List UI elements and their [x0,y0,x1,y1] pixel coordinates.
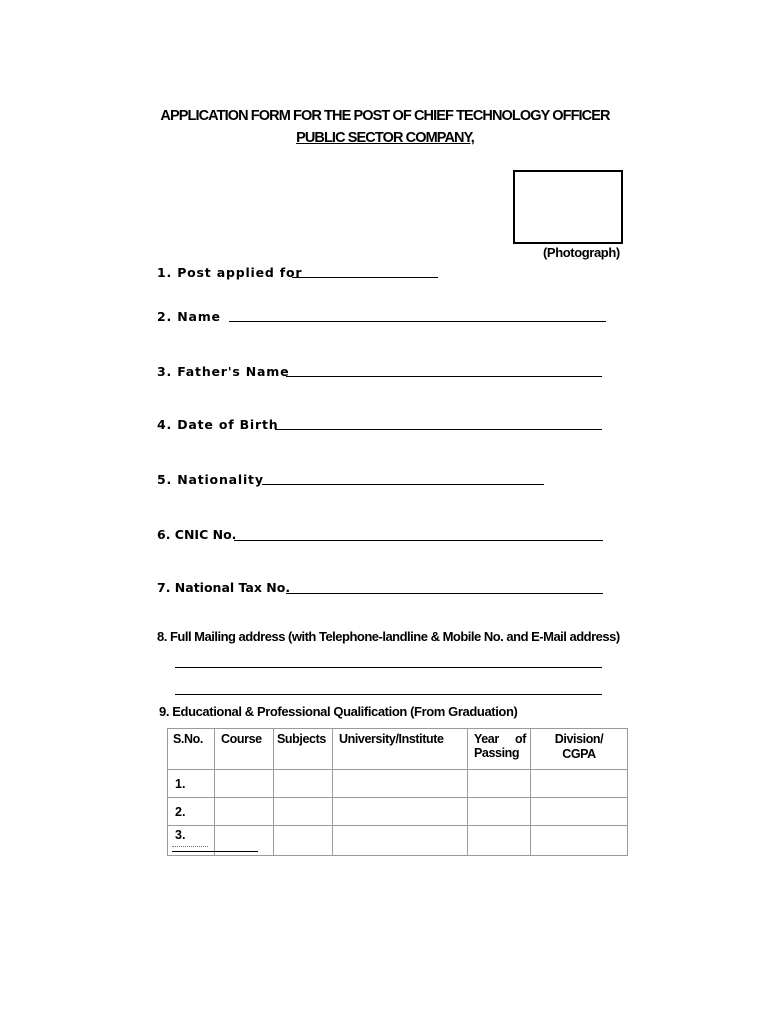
course-cell[interactable] [215,770,274,798]
mailing-address-input-line-1[interactable] [175,667,602,668]
cnic-input[interactable] [234,540,603,541]
col-header-year: Year of Passing [468,729,531,770]
father-name-label: 3. Father's Name [157,364,290,379]
date-of-birth-input[interactable] [275,429,602,430]
cnic-label: 6. CNIC No. [157,527,237,542]
university-cell[interactable] [333,770,468,798]
name-input[interactable] [229,321,606,322]
mailing-address-input-line-2[interactable] [175,694,602,695]
nationality-input[interactable] [262,484,544,485]
year-cell[interactable] [468,826,531,856]
nationality-label: 5. Nationality [157,472,264,487]
table-row [168,798,628,826]
table-footer-dotted-line [172,846,208,847]
father-name-input[interactable] [286,376,602,377]
post-applied-label: 1. Post applied for [157,265,303,280]
form-subtitle: PUBLIC SECTOR COMPANY, [296,130,474,146]
photograph-caption: (Photograph) [543,245,620,260]
qualification-heading: 9. Educational & Professional Qualification (From Graduation) [159,704,518,719]
course-cell[interactable] [215,798,274,826]
qualification-table [167,728,628,856]
university-cell[interactable] [333,798,468,826]
form-title: APPLICATION FORM FOR THE POST OF CHIEF TECHNOLOGY OFFICER [160,108,610,124]
table-footer-line [172,851,258,852]
division-cell[interactable] [531,770,628,798]
year-cell[interactable] [468,770,531,798]
date-of-birth-label: 4. Date of Birth [157,417,279,432]
national-tax-input[interactable] [286,593,603,594]
table-row [168,770,628,798]
subjects-cell[interactable] [274,826,333,856]
row-number: 3. [168,826,215,856]
row-number: 2. [168,798,215,826]
col-header-course: Course [215,729,274,770]
col-header-sno: S.No. [168,729,215,770]
post-applied-input[interactable] [292,277,438,278]
name-label: 2. Name [157,309,221,324]
university-cell[interactable] [333,826,468,856]
col-header-division: Division/ CGPA [531,729,628,770]
col-header-university: University/Institute [333,729,468,770]
division-cell[interactable] [531,798,628,826]
division-cell[interactable] [531,826,628,856]
subjects-cell[interactable] [274,798,333,826]
year-cell[interactable] [468,798,531,826]
row-number: 1. [168,770,215,798]
subjects-cell[interactable] [274,770,333,798]
photograph-box[interactable] [513,170,623,244]
col-header-subjects: Subjects [274,729,333,770]
national-tax-label: 7. National Tax No. [157,580,291,595]
table-header-row [168,729,628,770]
mailing-address-label: 8. Full Mailing address (with Telephone-landline & Mobile No. and E-Mail address) [157,629,620,644]
